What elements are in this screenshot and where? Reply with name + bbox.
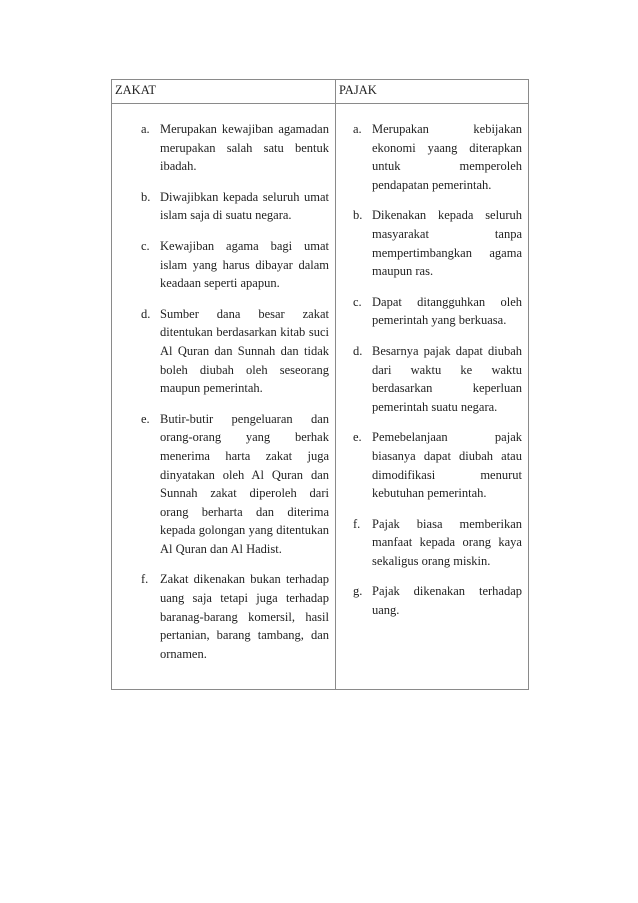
list-item-text: Dikenakan kepada seluruh masyarakat tanpa mempertimbangkan agama maupun ras. <box>372 208 522 279</box>
list-marker: d. <box>141 306 151 321</box>
list-item-text: Dapat ditangguhkan oleh pemerintah yang berkuasa. <box>372 294 522 328</box>
pajak-item <box>336 428 528 502</box>
list-item-text: Diwajibkan kepada seluruh umat islam saja di suatu negara. <box>160 189 329 223</box>
list-item-text: Kewajiban agama bagi umat islam yang harus dibayar dalam keadaan seperti apapun. <box>160 238 329 291</box>
zakat-item <box>112 237 335 293</box>
list-item-text: Butir-butir pengeluaran dan orang-orang yang berhak menerima harta zakat juga dinyatakan oleh Al Quran dan Sunnah zakat diperoleh dari orang berharta dan diterima kepada golongan yang ditentukan Al Quran dan Al Hadist. <box>160 411 329 556</box>
zakat-list <box>112 120 335 663</box>
pajak-column <box>336 104 529 690</box>
pajak-item <box>336 582 528 619</box>
pajak-item <box>336 515 528 571</box>
pajak-list <box>336 120 528 620</box>
list-marker: b. <box>141 189 151 204</box>
list-marker: g. <box>353 584 363 599</box>
list-item-text: Pajak dikenakan terhadap uang. <box>372 584 522 618</box>
list-item-text: Pajak biasa memberikan manfaat kepada orang kaya sekaligus orang miskin. <box>372 516 522 568</box>
pajak-item <box>336 206 528 280</box>
pajak-item <box>336 293 528 330</box>
header-pajak: PAJAK <box>336 80 529 104</box>
list-item-text: Zakat dikenakan bukan terhadap uang saja tetapi juga terhadap baranag-barang komersil, hasil pertanian, barang tambang, dan ornamen. <box>160 572 329 661</box>
list-marker: d. <box>353 343 363 358</box>
zakat-item <box>112 120 335 176</box>
list-marker: c. <box>353 294 362 309</box>
list-marker: c. <box>141 238 150 253</box>
pajak-item <box>336 120 528 194</box>
zakat-column <box>112 104 336 690</box>
table-header-row <box>112 80 529 104</box>
list-marker: f. <box>141 572 149 587</box>
list-item-text: Besarnya pajak dapat diubah dari waktu ke waktu berdasarkan keperluan pemerintah suatu negara. <box>372 343 522 414</box>
list-item-text: Sumber dana besar zakat ditentukan berdasarkan kitab suci Al Quran dan Sunnah dan tidak boleh diubah oleh seseorang maupun pemerintah. <box>160 306 329 396</box>
list-item-text: Merupakan kebijakan ekonomi yaang diterapkan untuk memperoleh pendapatan pemerintah. <box>372 122 522 192</box>
list-marker: f. <box>353 516 361 531</box>
header-zakat: ZAKAT <box>112 80 336 104</box>
list-marker: e. <box>353 430 362 445</box>
list-marker: a. <box>353 122 362 136</box>
list-marker: e. <box>141 411 150 426</box>
list-marker: b. <box>353 208 363 223</box>
pajak-item <box>336 342 528 416</box>
zakat-item <box>112 188 335 225</box>
table-body-row <box>112 104 529 690</box>
list-item-text: Merupakan kewajiban agamadan merupakan salah satu bentuk ibadah. <box>160 122 329 174</box>
comparison-table <box>111 79 529 690</box>
zakat-item <box>112 410 335 559</box>
zakat-item <box>112 305 335 398</box>
zakat-item <box>112 570 335 663</box>
list-item-text: Pemebelanjaan pajak biasanya dapat diubah atau dimodifikasi menurut kebutuhan pemerintah. <box>372 430 522 501</box>
list-marker: a. <box>141 122 150 136</box>
